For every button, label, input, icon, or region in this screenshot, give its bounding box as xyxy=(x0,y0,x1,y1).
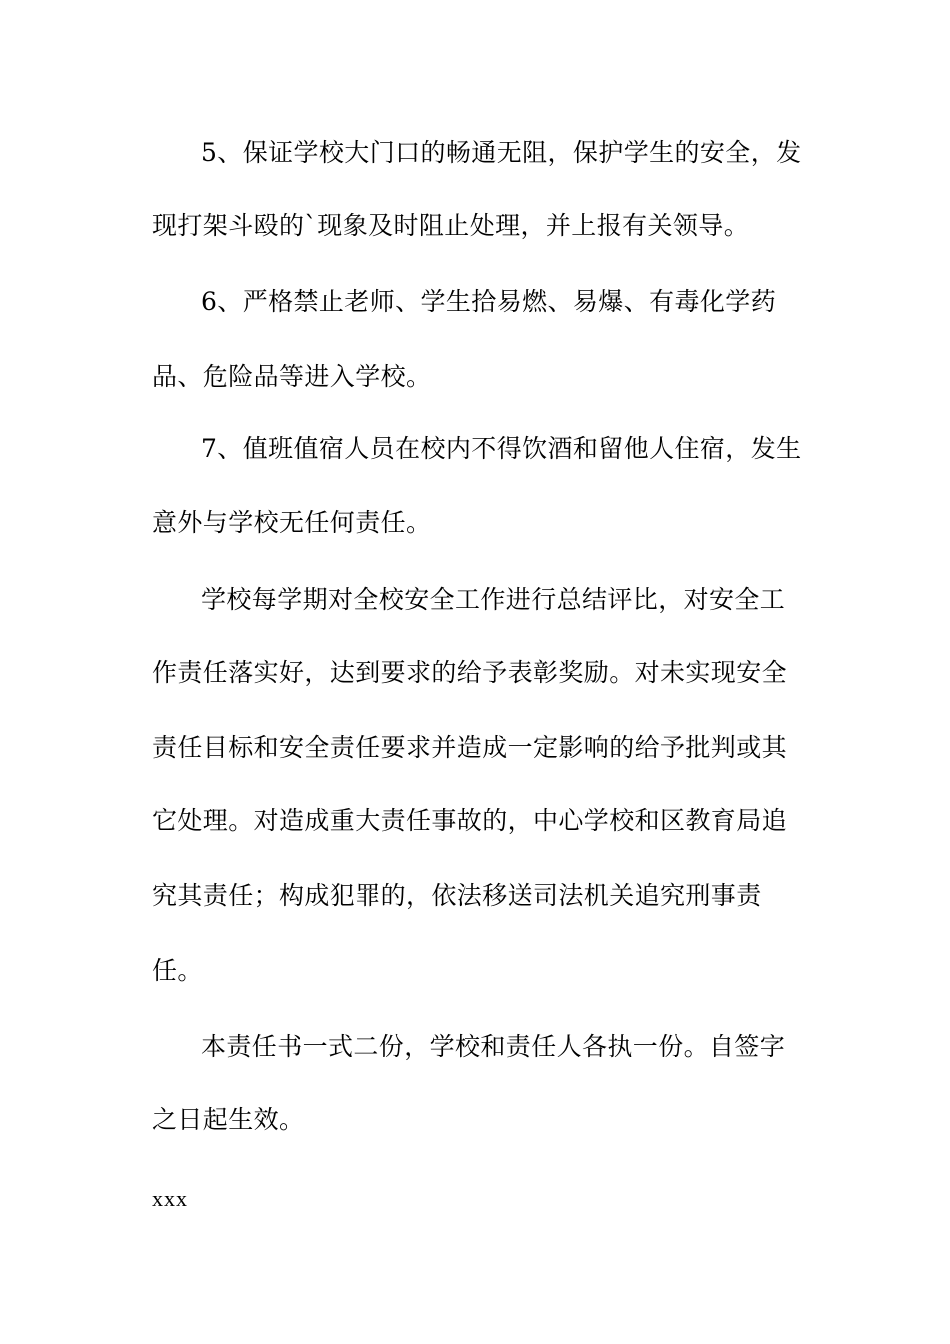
signature-placeholder: xxx xyxy=(152,1186,188,1211)
paragraph-6-line-1: 6、严格禁止老师、学生拾易燃、易爆、有毒化学药 xyxy=(201,287,777,316)
paragraph-7-line-1: 7、值班值宿人员在校内不得饮酒和留他人住宿，发生 xyxy=(201,434,802,463)
paragraph-5-line-1: 5、保证学校大门口的畅通无阻，保护学生的安全，发 xyxy=(201,138,802,167)
paragraph-evaluation-line-3: 责任目标和安全责任要求并造成一定影响的给予批判或其 xyxy=(152,733,788,762)
paragraph-copies-line-1: 本责任书一式二份，学校和责任人各执一份。自签字 xyxy=(201,1032,786,1061)
paragraph-7-line-2: 意外与学校无任何责任。 xyxy=(152,508,432,537)
paragraph-copies-line-2: 之日起生效。 xyxy=(152,1105,305,1134)
paragraph-evaluation-line-2: 作责任落实好，达到要求的给予表彰奖励。对未实现安全 xyxy=(152,658,788,687)
paragraph-5-line-2: 现打架斗殴的`现象及时阻止处理，并上报有关领导。 xyxy=(152,211,750,240)
paragraph-evaluation-line-6: 任。 xyxy=(152,956,203,985)
paragraph-evaluation-line-5: 究其责任；构成犯罪的，依法移送司法机关追究刑事责 xyxy=(152,881,762,910)
paragraph-evaluation-line-1: 学校每学期对全校安全工作进行总结评比，对安全工 xyxy=(201,585,786,614)
paragraph-evaluation-line-4: 它处理。对造成重大责任事故的，中心学校和区教育局追 xyxy=(152,806,788,835)
paragraph-6-line-2: 品、危险品等进入学校。 xyxy=(152,362,432,391)
